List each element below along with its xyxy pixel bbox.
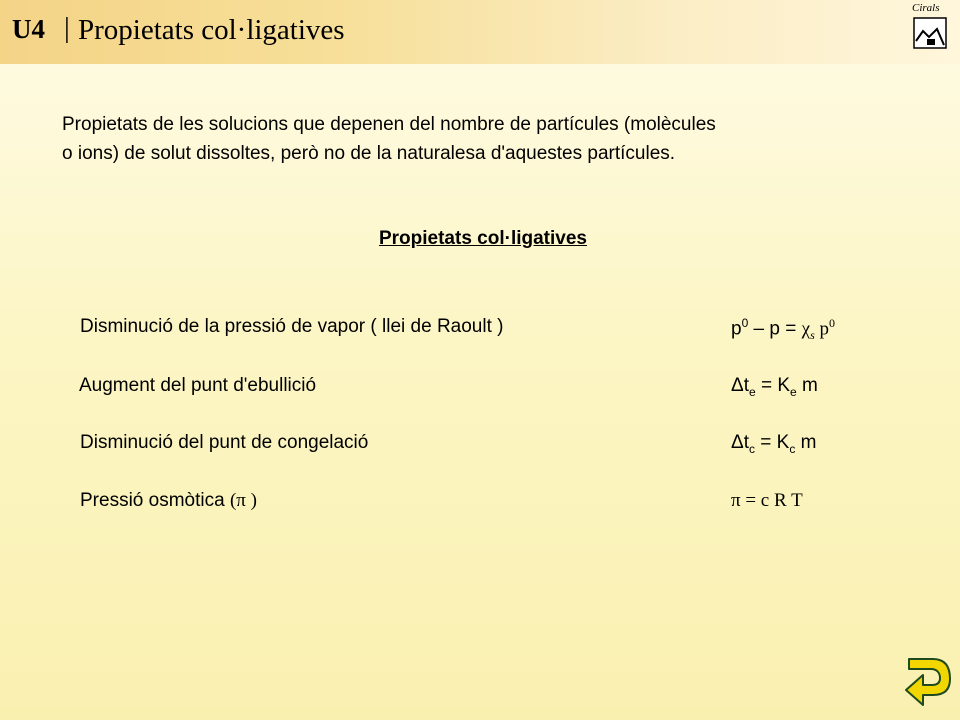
header-bar (0, 0, 960, 64)
formula-freezing (731, 432, 816, 456)
logo-text: Cirals (912, 2, 940, 14)
formula-part: Δt (731, 375, 749, 396)
formula-sub: s (810, 328, 815, 343)
osmotic-label-symbol: (π ) (229, 490, 257, 511)
formula-part: = K (755, 375, 790, 396)
formula-osmotic: π = c R T (731, 490, 803, 511)
intro-line-1: Propietats de les solucions que depenen del nombre de partícules (molècules (62, 114, 716, 135)
row-label-vapor-pressure: Disminució de la pressió de vapor ( llei de Raoult ) (80, 316, 504, 337)
formula-sub: c (789, 441, 796, 456)
intro-paragraph (62, 110, 902, 168)
unit-label: U4 (12, 14, 45, 44)
row-label-freezing-point: Disminució del punt de congelació (80, 432, 369, 453)
formula-part: – p = (748, 318, 802, 340)
return-arrow-icon[interactable] (903, 655, 953, 709)
formula-chi: χ (801, 318, 811, 340)
formula-sub: c (748, 441, 755, 456)
formula-part: p (814, 318, 829, 340)
formula-sub: e (790, 384, 797, 399)
row-label-boiling-point: Augment del punt d'ebullició (79, 375, 317, 396)
osmotic-label-text: Pressió osmòtica (80, 490, 230, 511)
row-label-osmotic-pressure (80, 490, 257, 512)
page-title: Propietats col·ligatives (78, 14, 345, 46)
formula-part: m (796, 375, 818, 396)
formula-boiling (731, 375, 818, 399)
formula-part: p (731, 318, 742, 340)
formula-part: Δt (731, 432, 749, 453)
title-separator: | (64, 12, 70, 44)
formula-part: = K (754, 432, 790, 453)
chart-logo-icon (913, 17, 947, 49)
formula-sup: 0 (741, 316, 749, 330)
intro-line-2: o ions) de solut dissoltes, però no de la naturalesa d'aquestes partícules. (62, 143, 676, 164)
section-subtitle: Propietats col·ligatives (378, 228, 587, 249)
formula-part: m (795, 432, 817, 453)
formula-raoult (731, 316, 835, 343)
formula-sup: 0 (828, 316, 835, 330)
formula-sub: e (748, 384, 756, 399)
